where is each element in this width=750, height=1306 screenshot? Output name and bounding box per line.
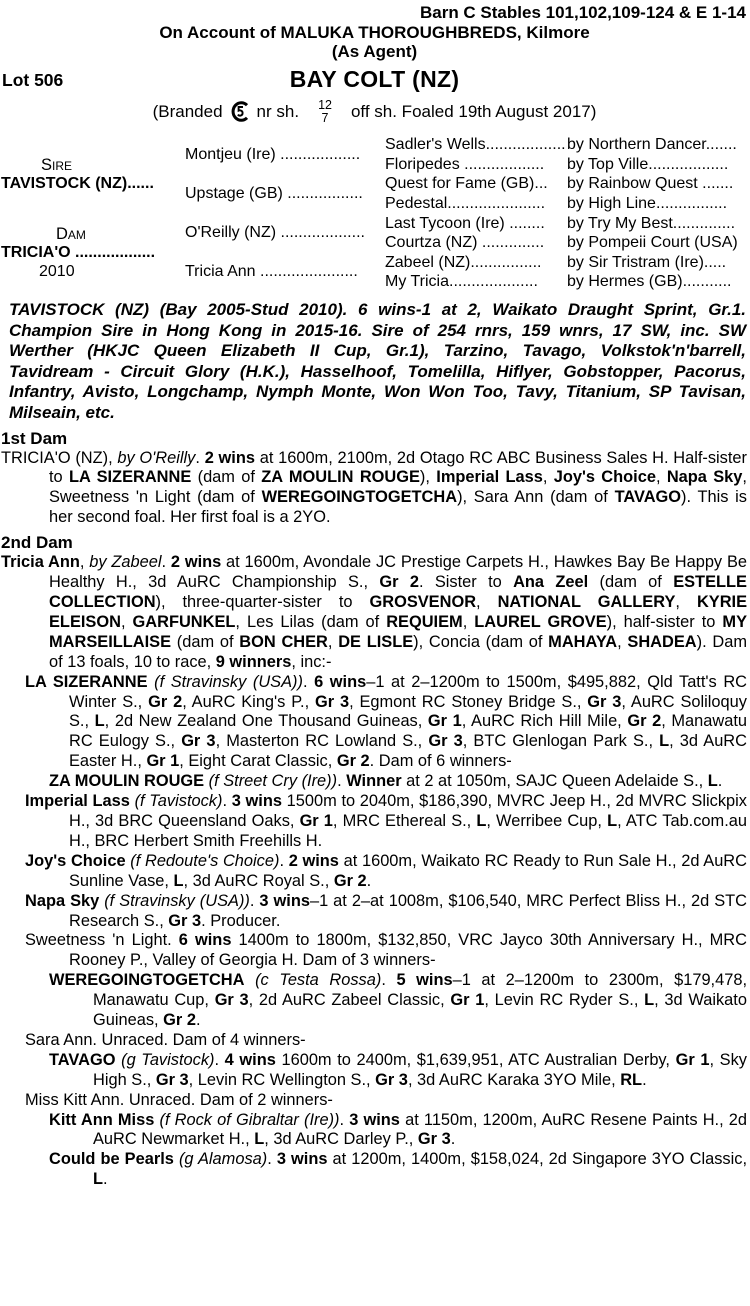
- barn-line: Barn C Stables 101,102,109-124 & E 1-14: [419, 3, 746, 22]
- text-run: ), Concia (dam of: [413, 632, 549, 651]
- text-run: Winner: [346, 772, 402, 791]
- dam-name: TRICIA'O ..................: [1, 243, 156, 261]
- brand-number-fraction: [318, 99, 332, 125]
- pedigree-paragraph: [1, 1150, 748, 1190]
- text-run: 3 wins: [276, 1150, 328, 1169]
- text-run: ,: [617, 632, 628, 651]
- pedigree-paragraph: [1, 792, 748, 852]
- text-run: 2 wins: [288, 851, 339, 870]
- text-run: Gr 2: [627, 712, 662, 731]
- text-run: REQUIEM: [386, 612, 463, 631]
- text-run: .: [302, 672, 315, 691]
- pedigree-parent: Tricia Ann ......................: [185, 263, 358, 281]
- pedigree-grandparent-row: [385, 174, 748, 194]
- text-run: 1600m to 2400m, $1,639,951, ATC Australian Derby,: [275, 1050, 676, 1069]
- text-run: Gr 1: [675, 1050, 710, 1069]
- text-run: , inc:-: [291, 652, 332, 671]
- text-run: .: [381, 971, 397, 990]
- text-run: .: [195, 1011, 201, 1030]
- section-heading: 2nd Dam: [1, 533, 73, 553]
- pedigree-col-parents: [185, 135, 385, 292]
- text-run: ZA MOULIN ROUGE: [261, 468, 420, 487]
- pedigree-paragraph: [1, 1111, 748, 1151]
- text-run: .: [366, 871, 372, 890]
- pedigree-grandparent-row: [385, 233, 748, 253]
- account-line: On Account of MALUKA THOROUGHBREDS, Kilmore: [159, 23, 590, 42]
- pedigree-paragraph: [1, 852, 748, 892]
- pedigree-grandparent-row: [385, 155, 748, 175]
- text-run: , Levin RC Wellington S.,: [188, 1070, 376, 1089]
- text-run: L: [173, 871, 184, 890]
- text-run: ), half-sister to: [606, 612, 723, 631]
- text-run: .: [642, 1070, 647, 1089]
- text-run: Joy's Choice: [25, 851, 126, 870]
- text-run: , Levin RC Ryder S.,: [484, 991, 645, 1010]
- text-run: ,: [476, 593, 498, 611]
- text-run: [244, 971, 255, 989]
- pedigree-grandparent-row: [385, 135, 748, 155]
- text-run: ,: [327, 632, 339, 651]
- text-run: (g Alamosa): [178, 1150, 268, 1169]
- pedigree-paragraph: [1, 931, 748, 971]
- text-run: 2 wins: [204, 448, 255, 467]
- text-run: . Sister to: [418, 573, 514, 592]
- text-run: L: [476, 811, 487, 830]
- text-run: at 1600m, Waikato RC Ready to Run Sale H., 2d AuRC Sunline Vase,: [69, 851, 747, 890]
- text-run: GROSVENOR: [369, 593, 477, 611]
- text-run: Miss Kitt Ann. Unraced. Dam of 2 winners-: [25, 1090, 333, 1109]
- text-run: Gr 3: [155, 1070, 189, 1089]
- text-run: 1500m to 2040m, $186,390, MVRC Jeep H., 2d MVRC Slickpix H., 3d BRC Queensland Oaks,: [69, 792, 747, 830]
- text-run: Could be Pearls: [49, 1150, 174, 1169]
- text-run: 1400m to 1800m, $132,850, VRC Jayco 30th Anniversary H., MRC Rooney P., Valley of Georgia H. Dam of 3 winners-: [69, 931, 747, 970]
- sire-summary: [1, 300, 748, 424]
- text-run: , Manawatu RC Eulogy S.,: [69, 712, 747, 751]
- text-run: 5 wins: [396, 971, 453, 990]
- text-run: ), Sara Ann (dam of: [457, 488, 615, 507]
- text-run: GARFUNKEL: [132, 612, 236, 631]
- text-run: , Masterton RC Lowland S.,: [215, 732, 429, 751]
- pedigree-grandparent-row: [385, 253, 748, 273]
- text-run: ESTELLE COLLECTION: [49, 573, 747, 611]
- text-run: Imperial Lass: [25, 792, 130, 811]
- text-run: LA SIZERANNE: [25, 672, 148, 691]
- text-run: Napa Sky: [25, 891, 100, 910]
- text-run: WEREGOINGTOGETCHA: [261, 488, 458, 507]
- text-run: –1 at 2–at 1008m, $106,540, MRC Perfect Bliss H., 2d STC Research S.,: [69, 891, 747, 930]
- sire-block: [1, 137, 185, 211]
- text-run: 6 wins: [178, 931, 232, 950]
- text-run: Ana Zeel: [513, 573, 589, 592]
- text-run: Gr 3: [168, 911, 202, 930]
- sire-name: TAVISTOCK (NZ)......: [1, 174, 154, 192]
- text-run: 3 wins: [231, 792, 282, 811]
- text-run: ,: [655, 468, 667, 487]
- text-run: BON CHER: [239, 632, 328, 651]
- text-run: 6 wins: [314, 672, 367, 691]
- text-run: by Zabeel: [89, 553, 162, 572]
- brand-mark-icon: [230, 100, 250, 123]
- pedigree-table: [1, 135, 748, 292]
- lot-number: Lot 506: [2, 70, 64, 90]
- branded-suffix: off sh. Foaled 19th August 2017): [350, 101, 597, 121]
- text-run: .: [222, 792, 232, 811]
- text-run: .: [450, 1130, 456, 1149]
- pedigree-grandparent-row: [385, 194, 748, 214]
- pedigree-paragraph: [1, 673, 748, 773]
- text-run: Gr 1: [146, 752, 180, 771]
- grandparent-sire: by Northern Dancer.......: [567, 136, 737, 153]
- text-run: , AuRC Soliloquy S.,: [69, 692, 747, 731]
- text-run: Joy's Choice: [553, 468, 656, 487]
- text-run: , Eight Carat Classic,: [179, 752, 337, 771]
- text-run: (dam of: [588, 573, 674, 592]
- text-run: Imperial Lass: [436, 468, 543, 487]
- pedigree-col-grandparents: [385, 135, 748, 292]
- text-run: Napa Sky: [666, 468, 743, 487]
- text-run: Gr 3: [587, 692, 622, 711]
- grandparent-name: Sadler's Wells..................: [385, 136, 566, 153]
- grandparent-sire: by Pompeii Court (USA): [567, 234, 738, 252]
- text-run: (c Testa Rossa): [255, 971, 382, 990]
- text-run: Gr 2: [333, 871, 367, 890]
- grandparent-name: Floripedes ..................: [385, 155, 545, 173]
- text-run: 4 wins: [224, 1050, 276, 1069]
- text-run: .: [249, 891, 260, 910]
- text-run: WEREGOINGTOGETCHA: [49, 971, 245, 990]
- text-run: . Dam of 6 winners-: [369, 752, 512, 771]
- text-run: Gr 2: [148, 692, 183, 711]
- pedigree-paragraph: [1, 1051, 748, 1091]
- text-run: by O'Reilly: [117, 448, 196, 467]
- pedigree-paragraph: [1, 1091, 748, 1111]
- text-run: , 3d AuRC Easter H.,: [69, 732, 747, 771]
- pedigree-grandparent-row: [385, 272, 748, 292]
- text-run: L: [93, 1170, 104, 1189]
- grandparent-name: Last Tycoon (Ire) ........: [385, 214, 545, 232]
- brand-number-bottom: 7: [321, 110, 329, 125]
- text-run: , 3d AuRC Royal S.,: [183, 871, 334, 890]
- dam-year: 2010: [39, 262, 75, 280]
- text-run: , 3d AuRC Darley P.,: [264, 1130, 418, 1149]
- text-run: L: [607, 811, 618, 830]
- text-run: ). Dam of 13 foals, 10 to race,: [49, 632, 747, 671]
- text-run: NATIONAL GALLERY: [497, 593, 676, 611]
- text-run: (f Stravinsky (USA)): [154, 672, 303, 691]
- section-heading: 1st Dam: [1, 428, 68, 448]
- branded-near-shoulder-label: nr sh.: [256, 101, 300, 121]
- text-run: at 1150m, 1200m, AuRC Resene Paints H., 2d AuRC Newmarket H.,: [93, 1110, 748, 1149]
- text-run: ,: [120, 612, 133, 631]
- text-run: (g Tavistock): [121, 1050, 215, 1069]
- text-run: ZA MOULIN ROUGE: [49, 772, 205, 791]
- text-run: KYRIE ELEISON: [49, 593, 748, 631]
- text-run: at 2 at 1050m, SAJC Queen Adelaide S.,: [401, 772, 708, 791]
- text-run: Gr 1: [450, 991, 485, 1010]
- text-run: ),: [419, 468, 437, 487]
- text-run: L: [254, 1130, 265, 1149]
- text-run: Gr 3: [214, 991, 249, 1010]
- pedigree-paragraph: [1, 1031, 748, 1051]
- text-run: . Producer.: [201, 911, 281, 930]
- text-run: ,: [542, 468, 554, 487]
- text-run: ), three-quarter-sister to: [155, 593, 370, 611]
- grandparent-name: Zabeel (NZ)................: [385, 253, 542, 271]
- text-run: , 2d AuRC Zabeel Classic,: [248, 991, 451, 1010]
- pedigree-grandparent-row: [385, 214, 748, 234]
- text-run: (f Tavistock): [134, 792, 223, 811]
- text-run: MY MARSEILLAISE: [49, 612, 748, 651]
- brand-number-top: 12: [318, 97, 332, 112]
- text-run: .: [279, 851, 289, 870]
- text-run: , 3d AuRC Karaka 3YO Mile,: [407, 1070, 621, 1089]
- text-run: 3 wins: [349, 1110, 400, 1129]
- pedigree-parent: Upstage (GB) .................: [185, 184, 363, 202]
- text-run: , 3d Waikato Guineas,: [93, 991, 747, 1030]
- text-run: Sweetness 'n Light.: [25, 931, 179, 950]
- grandparent-sire: by Hermes (GB)...........: [567, 273, 732, 291]
- text-run: MAHAYA: [548, 632, 618, 651]
- text-run: Gr 2: [336, 752, 370, 771]
- text-run: , Egmont RC Stoney Bridge S.,: [349, 692, 588, 711]
- text-run: RL: [620, 1070, 643, 1089]
- text-run: , Werribee Cup,: [486, 811, 608, 830]
- text-run: , Sweetness 'n Light (dam of: [49, 468, 747, 507]
- text-run: , AuRC Rich Hill Mile,: [461, 712, 628, 731]
- text-run: at 1200m, 1400m, $158,024, 2d Singapore 3YO Classic,: [327, 1150, 747, 1169]
- text-run: ). This is her second foal. Her first foal is a 2YO.: [49, 488, 748, 527]
- pedigree-paragraph: [1, 449, 748, 529]
- pedigree-sections: [1, 429, 748, 1191]
- text-run: LA SIZERANNE: [69, 468, 192, 487]
- text-run: 9 winners: [215, 652, 292, 671]
- text-run: , 2d New Zealand One Thousand Guineas,: [104, 712, 428, 731]
- lot-title-row: [1, 66, 748, 93]
- text-run: LAUREL GROVE: [474, 612, 607, 631]
- text-run: .: [214, 1050, 225, 1069]
- text-run: (dam of: [191, 468, 262, 487]
- dam-block: [1, 216, 185, 290]
- text-run: .: [103, 1170, 108, 1189]
- text-run: Gr 3: [417, 1130, 451, 1149]
- pedigree-paragraph: [1, 892, 748, 932]
- pedigree-paragraph: [1, 971, 748, 1031]
- grandparent-sire: by Try My Best..............: [567, 214, 736, 232]
- grandparent-sire: by High Line................: [567, 194, 728, 212]
- text-run: , AuRC King's P.,: [182, 692, 315, 711]
- branded-line: [1, 93, 748, 130]
- branded-prefix: (Branded: [152, 101, 223, 121]
- text-run: –1 at 2–1200m to 1500m, $495,882, Qld Tatt's RC Winter S.,: [69, 672, 747, 711]
- text-run: .: [161, 553, 171, 572]
- text-run: Gr 1: [299, 811, 333, 830]
- text-run: ,: [79, 553, 90, 572]
- text-run: .: [337, 772, 347, 791]
- text-run: Gr 3: [181, 732, 216, 751]
- text-run: L: [94, 712, 105, 731]
- text-run: at 1600m, 2100m, 2d Otago RC ABC Business Sales H. Half-sister to: [49, 448, 748, 487]
- text-run: .: [195, 448, 205, 467]
- text-run: Gr 2: [379, 573, 419, 592]
- pedigree-paragraph: [1, 553, 748, 672]
- text-run: , Les Lilas (dam of: [235, 612, 387, 631]
- page-title: BAY COLT (NZ): [289, 66, 460, 92]
- text-run: Gr 3: [428, 732, 463, 751]
- pedigree-col-subject: [1, 135, 185, 292]
- text-run: Tricia Ann: [1, 553, 80, 572]
- text-run: , BTC Glenlogan Park S.,: [462, 732, 660, 751]
- text-run: L: [644, 991, 655, 1010]
- text-run: –1 at 2–1200m to 2300m, $179,478, Manawatu Cup,: [93, 971, 748, 1010]
- text-run: .: [339, 1110, 350, 1129]
- text-run: Sara Ann. Unraced. Dam of 4 winners-: [25, 1030, 306, 1049]
- text-run: L: [659, 732, 670, 751]
- text-run: L: [707, 772, 718, 791]
- text-run: 3 wins: [259, 891, 310, 910]
- pedigree-parent: O'Reilly (NZ) ...................: [185, 224, 365, 242]
- text-run: .: [717, 772, 723, 791]
- pedigree-paragraph: [1, 772, 748, 792]
- grandparent-sire: by Sir Tristram (Ire).....: [567, 253, 727, 271]
- text-run: TAVAGO: [49, 1050, 116, 1069]
- dam-label: Dam: [56, 224, 86, 243]
- text-run: TAVISTOCK (NZ) (Bay 2005-Stud 2010). 6 wins-1 at 2, Waikato Draught Sprint, Gr.1. Champion Sire in Hong Kong in 2015-16. Sire of 254 rnrs, 159 wnrs, 17 SW, inc. SW Werther (HKJC Queen Elizabeth II Cup, Gr.1), Tarzino, Tavago, Volkstok'n'barrell, Tavidream - Circuit Glory (H.K.), Hasselhoof, Tomelilla, Hiflyer, Gobstopper, Pacorus, Infantry, Avisto, Longchamp, Nymph Monte, Won Won Too, Tavy, Titanium, SP Tavisan, Milseain, etc.: [9, 300, 746, 422]
- text-run: (f Rock of Gibraltar (Ire)): [159, 1110, 340, 1129]
- sire-label: Sire: [41, 155, 73, 174]
- text-run: , ATC Tab.com.au H., BRC Herbert Smith Freehills H.: [69, 811, 747, 850]
- text-run: 2 wins: [170, 553, 222, 572]
- agent-line: (As Agent): [331, 42, 418, 61]
- text-run: , MRC Ethereal S.,: [332, 811, 477, 830]
- grandparent-name: My Tricia....................: [385, 273, 538, 291]
- text-run: Gr 3: [375, 1070, 408, 1089]
- text-run: Kitt Ann Miss: [49, 1110, 155, 1129]
- text-run: Gr 3: [314, 692, 350, 711]
- text-run: (dam of: [171, 632, 240, 651]
- text-run: Gr 2: [163, 1011, 196, 1030]
- text-run: Gr 1: [427, 712, 462, 731]
- grandparent-sire: by Top Ville..................: [567, 155, 729, 173]
- grandparent-name: Pedestal......................: [385, 194, 546, 212]
- text-run: SHADEA: [627, 632, 697, 651]
- text-run: ,: [462, 612, 475, 631]
- grandparent-sire: by Rainbow Quest .......: [567, 175, 734, 193]
- text-run: TRICIA'O (NZ),: [1, 448, 118, 467]
- text-run: , Sky High S.,: [93, 1050, 747, 1089]
- pedigree-parent: Montjeu (Ire) ..................: [185, 145, 361, 163]
- text-run: at 1600m, Avondale JC Prestige Carpets H., Hawkes Bay Be Happy Be Healthy H., 3d AuRC Championship S.,: [49, 553, 747, 592]
- grandparent-name: Courtza (NZ) ..............: [385, 234, 545, 252]
- text-run: (f Stravinsky (USA)): [104, 891, 250, 910]
- text-run: TAVAGO: [614, 488, 682, 507]
- text-run: ,: [675, 593, 697, 611]
- text-run: DE LISLE: [338, 632, 414, 651]
- text-run: (f Street Cry (Ire)): [208, 772, 338, 791]
- text-run: .: [267, 1150, 277, 1169]
- text-run: (f Redoute's Choice): [130, 851, 280, 870]
- grandparent-name: Quest for Fame (GB)...: [385, 175, 548, 193]
